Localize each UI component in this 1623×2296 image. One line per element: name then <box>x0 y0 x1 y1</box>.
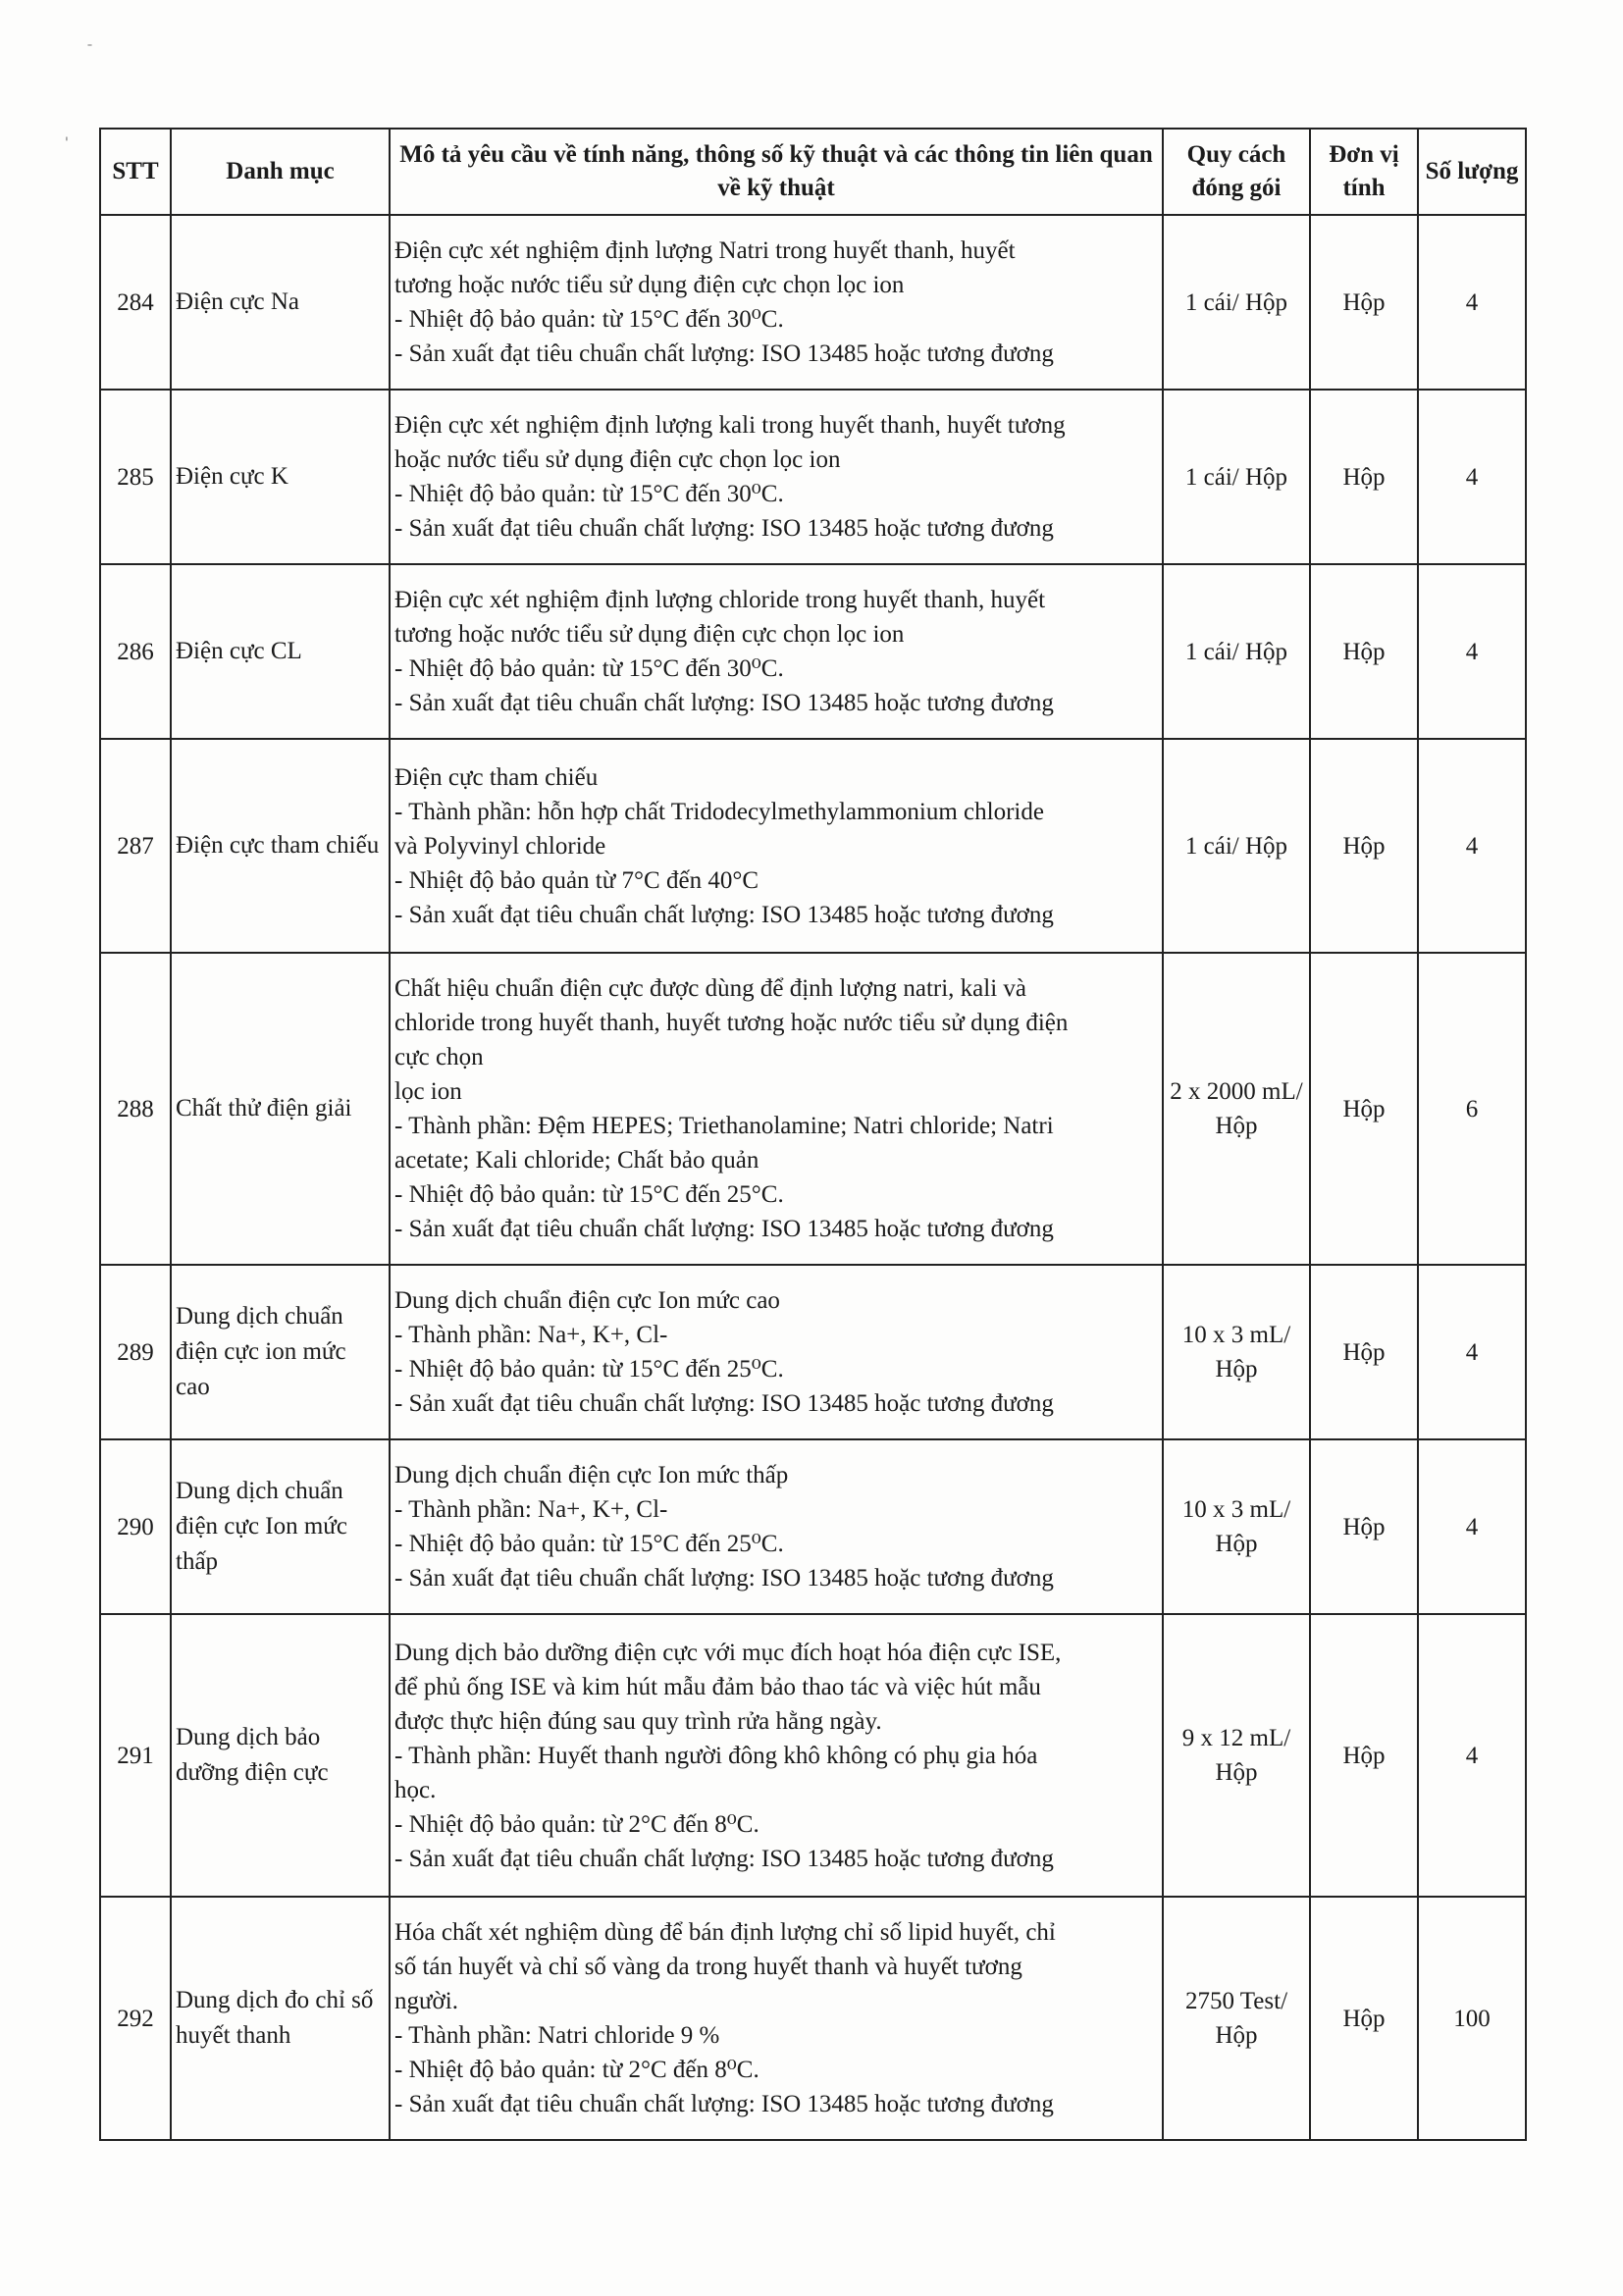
description-line: - Nhiệt độ bảo quản: từ 15°C đến 25°C. <box>394 1181 784 1208</box>
description-line: Điện cực xét nghiệm định lượng chloride trong huyết thanh, huyết <box>394 587 1046 613</box>
description-line: tương hoặc nước tiểu sử dụng điện cực chọn lọc ion <box>394 621 905 648</box>
header-stt: STT <box>100 129 171 215</box>
table-row <box>100 1439 1526 1614</box>
scan-speck: ' <box>65 135 69 151</box>
description-line: - Nhiệt độ bảo quản: từ 15°C đến 25⁰C. <box>394 1531 784 1557</box>
description-line: - Thành phần: Huyết thanh người đông khô không có phụ gia hóa <box>394 1742 1038 1769</box>
table-row <box>100 953 1526 1265</box>
row-stt: 286 <box>100 564 171 739</box>
description-line: được thực hiện đúng sau quy trình rửa hằng ngày. <box>394 1707 882 1735</box>
row-unit: Hộp <box>1310 390 1418 564</box>
description-line: Chất hiệu chuẩn điện cực được dùng để định lượng natri, kali và <box>394 975 1027 1002</box>
description-line: lọc ion <box>394 1078 462 1105</box>
row-packaging: 1 cái/ Hộp <box>1163 739 1310 953</box>
row-packaging: 10 x 3 mL/ Hộp <box>1163 1439 1310 1614</box>
description-line: - Sản xuất đạt tiêu chuẩn chất lượng: ISO 13485 hoặc tương đương <box>394 515 1054 542</box>
table-row <box>100 1265 1526 1439</box>
row-description <box>390 390 1163 564</box>
description-line: acetate; Kali chloride; Chất bảo quản <box>394 1147 759 1174</box>
table-row <box>100 1897 1526 2140</box>
description-line: - Nhiệt độ bảo quản: từ 15°C đến 30⁰C. <box>394 481 784 507</box>
header-description: Mô tả yêu cầu về tính năng, thông số kỹ thuật và các thông tin liên quan về kỹ thuật <box>390 129 1163 215</box>
row-packaging: 2 x 2000 mL/ Hộp <box>1163 953 1310 1265</box>
row-unit: Hộp <box>1310 953 1418 1265</box>
header-category: Danh mục <box>171 129 390 215</box>
description-line: Dung dịch bảo dưỡng điện cực với mục đích hoạt hóa điện cực ISE, <box>394 1639 1062 1666</box>
row-description <box>390 1439 1163 1614</box>
description-line: - Sản xuất đạt tiêu chuẩn chất lượng: ISO 13485 hoặc tương đương <box>394 1216 1054 1242</box>
description-line: Dung dịch chuẩn điện cực Ion mức thấp <box>394 1462 789 1488</box>
table-header-row <box>100 129 1526 215</box>
description-line: - Nhiệt độ bảo quản: từ 15°C đến 30⁰C. <box>394 306 784 333</box>
table-row <box>100 1614 1526 1897</box>
row-stt: 285 <box>100 390 171 564</box>
header-quantity: Số lượng <box>1418 129 1526 215</box>
row-description <box>390 953 1163 1265</box>
row-stt: 284 <box>100 215 171 390</box>
header-unit: Đơn vị tính <box>1310 129 1418 215</box>
row-unit: Hộp <box>1310 1897 1418 2140</box>
row-stt: 290 <box>100 1439 171 1614</box>
description-line: - Nhiệt độ bảo quản: từ 2°C đến 8⁰C. <box>394 1810 759 1838</box>
row-category: Dung dịch chuẩn điện cực Ion mức thấp <box>171 1439 390 1614</box>
header-packaging: Quy cách đóng gói <box>1163 129 1310 215</box>
description-line: học. <box>394 1776 437 1803</box>
description-line: cực chọn <box>394 1044 484 1070</box>
row-stt: 288 <box>100 953 171 1265</box>
row-stt: 289 <box>100 1265 171 1439</box>
row-category: Điện cực Na <box>171 215 390 390</box>
row-quantity: 4 <box>1418 390 1526 564</box>
row-packaging: 9 x 12 mL/ Hộp <box>1163 1614 1310 1897</box>
row-category: Điện cực CL <box>171 564 390 739</box>
row-category: Dung dịch bảo dưỡng điện cực <box>171 1614 390 1897</box>
description-line: - Nhiệt độ bảo quản: từ 2°C đến 8⁰C. <box>394 2057 759 2083</box>
row-description <box>390 215 1163 390</box>
row-packaging: 1 cái/ Hộp <box>1163 390 1310 564</box>
row-quantity: 4 <box>1418 1439 1526 1614</box>
row-packaging: 2750 Test/ Hộp <box>1163 1897 1310 2140</box>
row-quantity: 4 <box>1418 1614 1526 1897</box>
description-line: - Nhiệt độ bảo quản từ 7°C đến 40°C <box>394 866 759 894</box>
scan-speck: ¯ <box>86 43 93 59</box>
row-packaging: 1 cái/ Hộp <box>1163 564 1310 739</box>
description-line: - Thành phần: Natri chloride 9 % <box>394 2022 720 2049</box>
description-line: Điện cực xét nghiệm định lượng kali trong huyết thanh, huyết tương <box>394 412 1066 439</box>
description-line: - Thành phần: Na+, K+, Cl- <box>394 1496 668 1523</box>
description-line: - Sản xuất đạt tiêu chuẩn chất lượng: ISO 13485 hoặc tương đương <box>394 901 1054 928</box>
row-unit: Hộp <box>1310 564 1418 739</box>
row-category: Điện cực K <box>171 390 390 564</box>
description-line: - Nhiệt độ bảo quản: từ 15°C đến 30⁰C. <box>394 655 784 682</box>
description-line: - Nhiệt độ bảo quản: từ 15°C đến 25⁰C. <box>394 1356 784 1383</box>
row-description <box>390 1265 1163 1439</box>
row-stt: 292 <box>100 1897 171 2140</box>
row-category: Điện cực tham chiếu <box>171 739 390 953</box>
description-line: Điện cực tham chiếu <box>394 763 599 791</box>
description-line: - Thành phần: Na+, K+, Cl- <box>394 1322 668 1348</box>
row-unit: Hộp <box>1310 1439 1418 1614</box>
row-quantity: 100 <box>1418 1897 1526 2140</box>
row-unit: Hộp <box>1310 215 1418 390</box>
table-row <box>100 564 1526 739</box>
row-category: Chất thử điện giải <box>171 953 390 1265</box>
description-line: Dung dịch chuẩn điện cực Ion mức cao <box>394 1287 780 1314</box>
description-line: số tán huyết và chỉ số vàng da trong huyết thanh và huyết tương <box>394 1954 1022 1980</box>
row-unit: Hộp <box>1310 1614 1418 1897</box>
description-line: - Thành phần: hỗn hợp chất Tridodecylmethylammonium chloride <box>394 798 1044 825</box>
description-line: hoặc nước tiểu sử dụng điện cực chọn lọc ion <box>394 446 841 473</box>
row-quantity: 4 <box>1418 739 1526 953</box>
row-packaging: 10 x 3 mL/ Hộp <box>1163 1265 1310 1439</box>
row-description <box>390 1897 1163 2140</box>
row-description <box>390 739 1163 953</box>
row-category: Dung dịch chuẩn điện cực ion mức cao <box>171 1265 390 1439</box>
description-line: Điện cực xét nghiệm định lượng Natri trong huyết thanh, huyết <box>394 237 1016 264</box>
description-line: - Sản xuất đạt tiêu chuẩn chất lượng: ISO 13485 hoặc tương đương <box>394 690 1054 716</box>
row-quantity: 6 <box>1418 953 1526 1265</box>
table-row <box>100 739 1526 953</box>
row-unit: Hộp <box>1310 739 1418 953</box>
description-line: chloride trong huyết thanh, huyết tương hoặc nước tiểu sử dụng điện <box>394 1010 1069 1036</box>
row-stt: 287 <box>100 739 171 953</box>
row-description <box>390 1614 1163 1897</box>
row-quantity: 4 <box>1418 1265 1526 1439</box>
row-description <box>390 564 1163 739</box>
row-quantity: 4 <box>1418 215 1526 390</box>
description-line: - Sản xuất đạt tiêu chuẩn chất lượng: ISO 13485 hoặc tương đương <box>394 2091 1054 2117</box>
description-line: Hóa chất xét nghiệm dùng để bán định lượng chỉ số lipid huyết, chỉ <box>394 1919 1056 1946</box>
row-quantity: 4 <box>1418 564 1526 739</box>
table-row <box>100 215 1526 390</box>
description-line: tương hoặc nước tiểu sử dụng điện cực chọn lọc ion <box>394 272 905 298</box>
row-unit: Hộp <box>1310 1265 1418 1439</box>
row-packaging: 1 cái/ Hộp <box>1163 215 1310 390</box>
specification-table <box>99 128 1527 2141</box>
table-row <box>100 390 1526 564</box>
row-category: Dung dịch đo chỉ số huyết thanh <box>171 1897 390 2140</box>
description-line: để phủ ống ISE và kim hút mẫu đảm bảo thao tác và việc hút mẫu <box>394 1673 1041 1700</box>
row-stt: 291 <box>100 1614 171 1897</box>
description-line: người. <box>394 1988 458 2014</box>
description-line: - Sản xuất đạt tiêu chuẩn chất lượng: ISO 13485 hoặc tương đương <box>394 1390 1054 1417</box>
description-line: - Thành phần: Đệm HEPES; Triethanolamine; Natri chloride; Natri <box>394 1113 1054 1139</box>
description-line: - Sản xuất đạt tiêu chuẩn chất lượng: ISO 13485 hoặc tương đương <box>394 1565 1054 1592</box>
description-line: - Sản xuất đạt tiêu chuẩn chất lượng: ISO 13485 hoặc tương đương <box>394 1845 1054 1872</box>
description-line: - Sản xuất đạt tiêu chuẩn chất lượng: ISO 13485 hoặc tương đương <box>394 340 1054 367</box>
description-line: và Polyvinyl chloride <box>394 832 606 860</box>
